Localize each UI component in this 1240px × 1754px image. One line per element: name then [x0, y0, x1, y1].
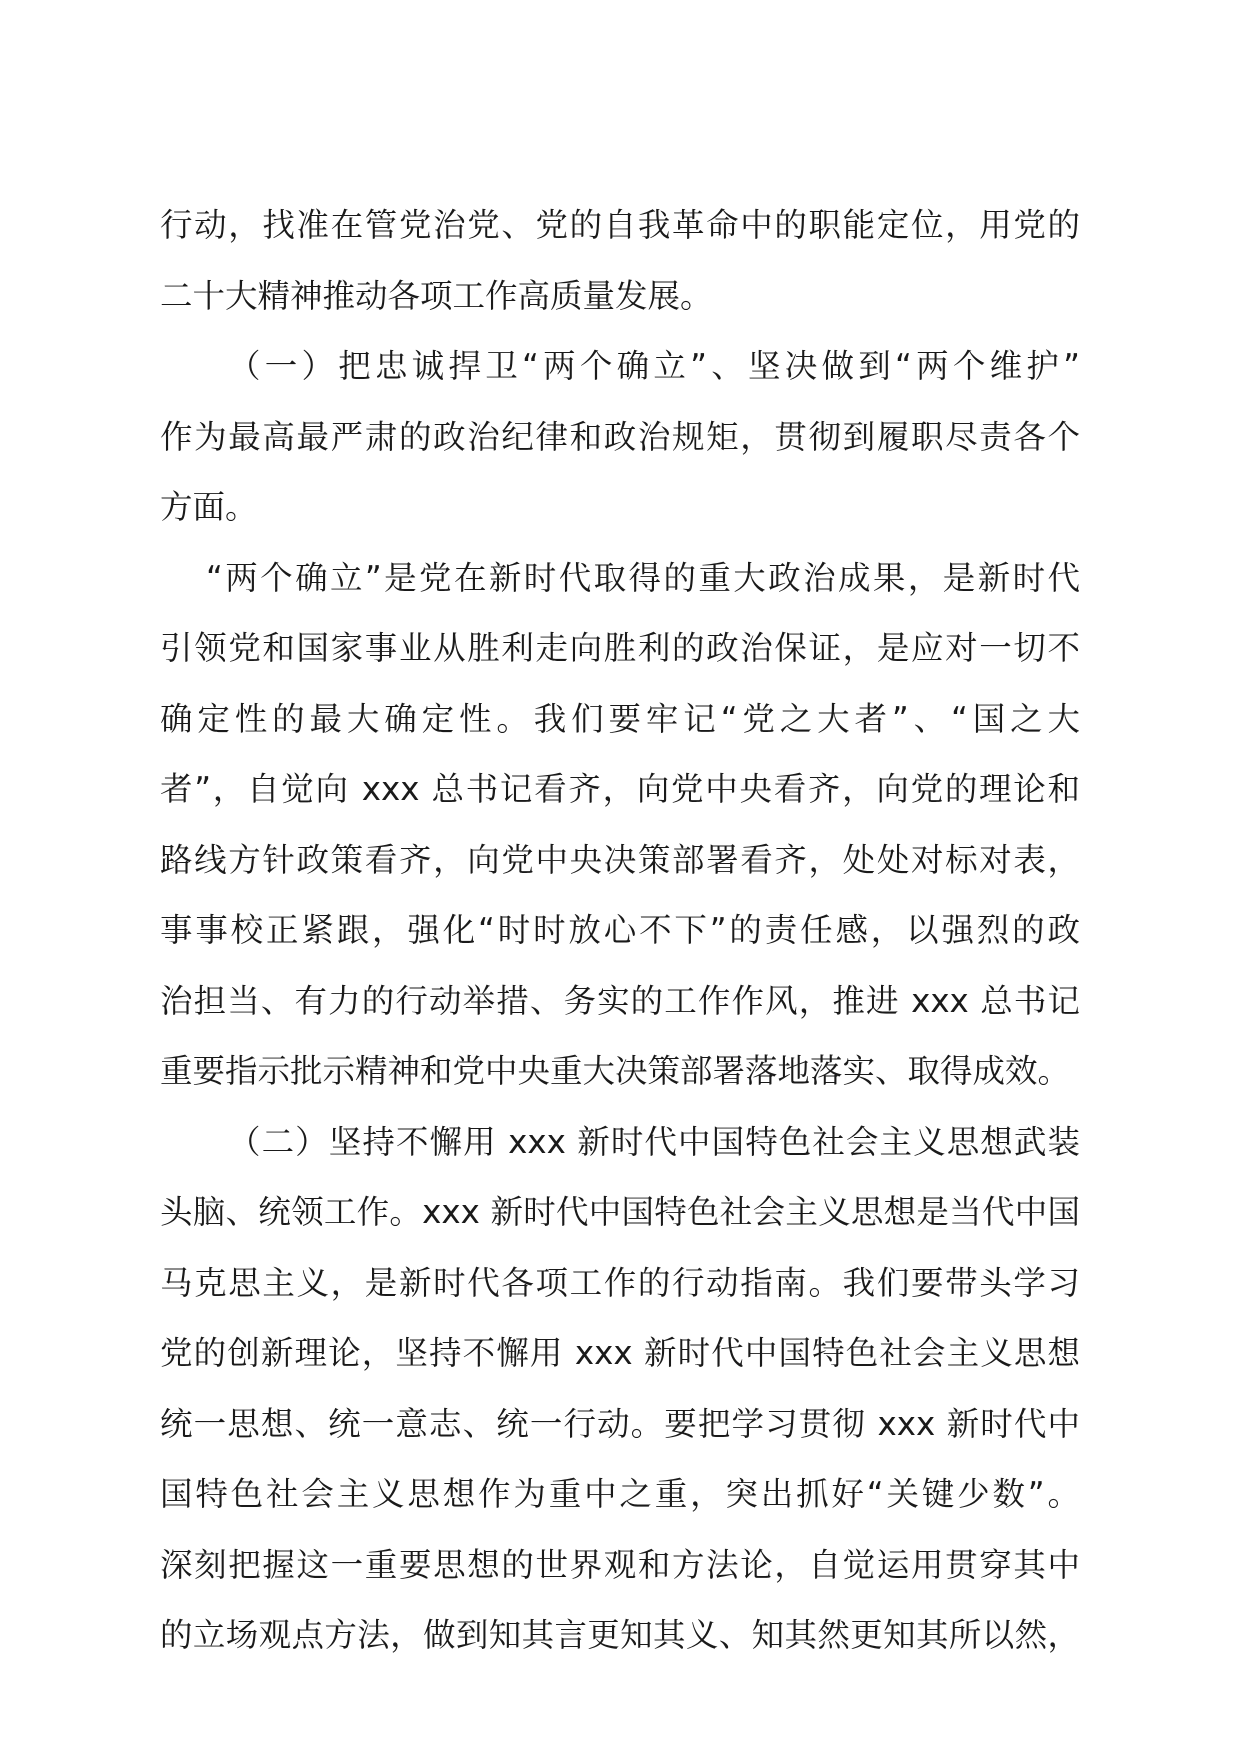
text-line: 国特色社会主义思想作为重中之重，突出抓好“关键少数”。	[160, 1475, 1080, 1513]
section-heading-line: 方面。	[160, 488, 258, 526]
text-line: 事事校正紧跟，强化“时时放心不下”的责任感，以强烈的政	[160, 911, 1080, 949]
text-line: 深刻把握这一重要思想的世界观和方法论，自觉运用贯穿其中	[160, 1545, 1080, 1584]
text-line: 头脑、统领工作。xxx 新时代中国特色社会主义思想是当代中国	[160, 1193, 1080, 1231]
section-heading-line: （二）坚持不懈用 xxx 新时代中国特色社会主义思想武装	[228, 1122, 1080, 1161]
text-line: 的立场观点方法，做到知其言更知其义、知其然更知其所以然，	[160, 1616, 1080, 1654]
text-line: “两个确立”是党在新时代取得的重大政治成果，是新时代	[206, 558, 1080, 597]
text-line: 重要指示批示精神和党中央重大决策部署落地落实、取得成效。	[160, 1052, 1071, 1090]
text-line: 二十大精神推动各项工作高质量发展。	[160, 276, 713, 315]
text-line: 确定性的最大确定性。我们要牢记“党之大者”、“国之大	[160, 699, 1080, 738]
text-line: 统一思想、统一意志、统一行动。要把学习贯彻 xxx 新时代中	[160, 1404, 1080, 1443]
text-line: 者”，自觉向 xxx 总书记看齐，向党中央看齐，向党的理论和	[160, 770, 1080, 808]
text-line: 马克思主义，是新时代各项工作的行动指南。我们要带头学习	[160, 1263, 1080, 1302]
text-line: 行动，找准在管党治党、党的自我革命中的职能定位，用党的	[160, 206, 1080, 244]
text-line: 路线方针政策看齐，向党中央决策部署看齐，处处对标对表，	[160, 840, 1080, 879]
text-line: 引领党和国家事业从胜利走向胜利的政治保证，是应对一切不	[160, 629, 1080, 667]
section-heading-line: 作为最高最严肃的政治纪律和政治规矩，贯彻到履职尽责各个	[160, 417, 1080, 456]
text-line: 党的创新理论，坚持不懈用 xxx 新时代中国特色社会主义思想	[160, 1334, 1080, 1372]
section-heading-line: （一）把忠诚捍卫“两个确立”、坚决做到“两个维护”	[228, 347, 1080, 385]
document-body	[160, 190, 1080, 1671]
text-line: 治担当、有力的行动举措、务实的工作作风，推进 xxx 总书记	[160, 981, 1080, 1020]
